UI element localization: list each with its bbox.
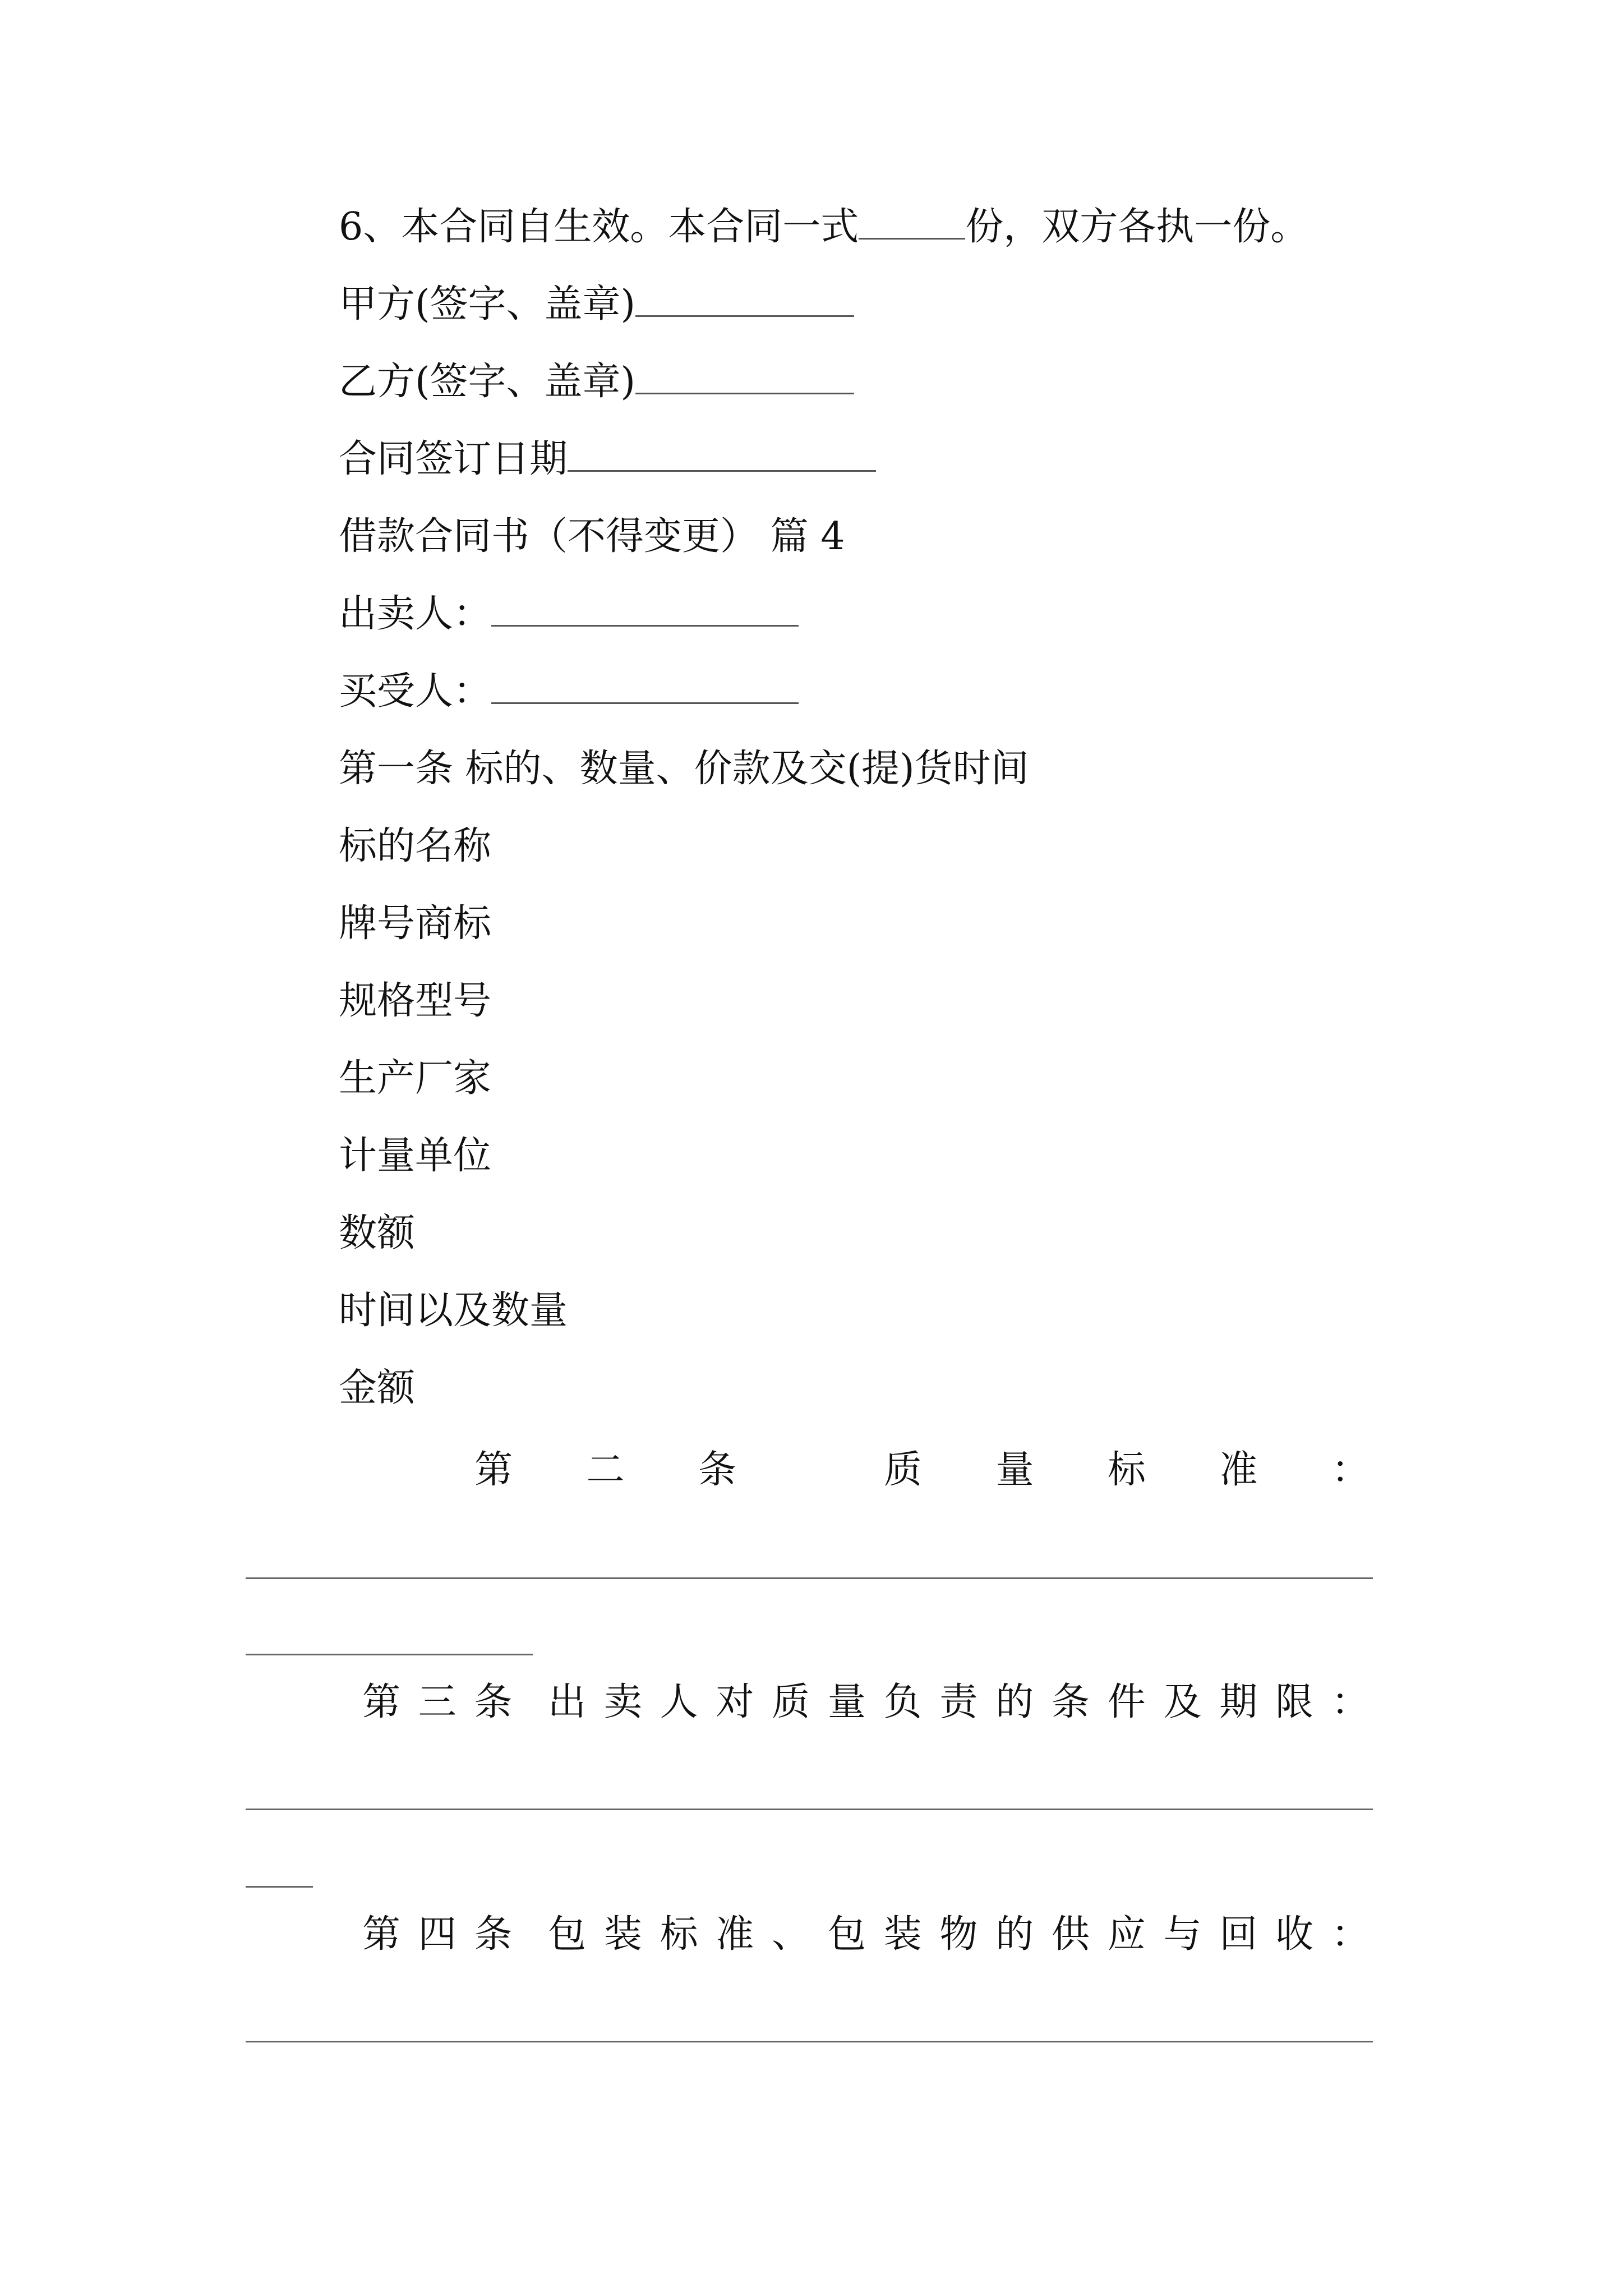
article-4-char: 应: [1107, 1912, 1146, 1957]
article-3-blank-line-end[interactable]: [246, 1886, 313, 1888]
article-2-char: 质: [883, 1448, 922, 1492]
article-3-char: 限: [1275, 1680, 1314, 1724]
sign-date-label: 合同签订日期: [339, 437, 568, 481]
sign-date-blank[interactable]: [568, 435, 876, 472]
contract-heading: 借款合同书（不得变更） 篇 4: [339, 514, 845, 559]
copies-clause-tail: 份，双方各执一份。: [965, 205, 1309, 249]
article-2-char: ：: [1331, 1448, 1370, 1492]
article-3-char: 质: [772, 1680, 810, 1724]
copies-clause-text: 6、本合同自生效。本合同一式: [339, 205, 859, 249]
item-manufacturer: 生产厂家: [339, 1056, 492, 1101]
seller-label: 出卖人：: [339, 592, 492, 636]
party-b-line: [339, 357, 854, 407]
article-3-blank-line[interactable]: [246, 1809, 1373, 1810]
party-a-blank[interactable]: [635, 280, 854, 317]
article-3-char: 卖: [603, 1680, 642, 1724]
copies-blank[interactable]: [859, 203, 965, 240]
article-4-char: 标: [660, 1912, 698, 1957]
item-money: 金额: [339, 1366, 416, 1410]
article-4-char: 准: [716, 1912, 754, 1957]
article-4-char: 第: [362, 1912, 401, 1957]
article-4-blank-line[interactable]: [246, 2041, 1373, 2042]
seller-line: [339, 589, 799, 639]
article-3-char: 三: [418, 1680, 457, 1724]
article-3-char: 期: [1219, 1680, 1258, 1724]
article-2-char: 第: [474, 1448, 513, 1492]
article-3-char: 量: [827, 1680, 866, 1724]
party-b-label: 乙方(签字、盖章): [339, 360, 636, 404]
article-3-char: 及: [1163, 1680, 1202, 1724]
seller-blank[interactable]: [491, 590, 799, 627]
article-2-char: 准: [1219, 1448, 1258, 1492]
article-3-char: 条: [1051, 1680, 1090, 1724]
article-4-char: 装: [603, 1912, 642, 1957]
article-4-char: 四: [418, 1912, 457, 1957]
article-3-char: 条: [474, 1680, 513, 1724]
article-4-char: ：: [1331, 1912, 1370, 1957]
article-3-char: 责: [939, 1680, 978, 1724]
item-brand: 牌号商标: [339, 901, 492, 946]
article-3-char: 第: [362, 1680, 401, 1724]
buyer-blank[interactable]: [491, 668, 799, 704]
article-2-char: 标: [1107, 1448, 1146, 1492]
buyer-label: 买受人：: [339, 669, 492, 714]
party-b-blank[interactable]: [635, 358, 854, 394]
article-4-char: 供: [1051, 1912, 1090, 1957]
article-3-char: 人: [660, 1680, 698, 1724]
article-3-char: 的: [995, 1680, 1034, 1724]
article-4-char: 物: [939, 1912, 978, 1957]
item-amount: 数额: [339, 1211, 416, 1255]
article-4: [362, 1910, 1370, 1960]
article-3-char: ：: [1331, 1680, 1370, 1724]
article-4-char: 回: [1219, 1912, 1258, 1957]
article-3-char: 负: [883, 1680, 922, 1724]
sign-date-line: [339, 434, 876, 485]
article-4-char: 包: [827, 1912, 866, 1957]
article-2-blank-line[interactable]: [246, 1577, 1373, 1579]
item-subject-name: 标的名称: [339, 824, 492, 868]
article-2-blank-line-end[interactable]: [246, 1654, 533, 1655]
article-3-char: 出: [548, 1680, 587, 1724]
article-3: [362, 1677, 1370, 1728]
article-3-char: 件: [1107, 1680, 1146, 1724]
article-2-char: 量: [995, 1448, 1034, 1492]
article-4-char: 装: [883, 1912, 922, 1957]
party-a-line: [339, 279, 854, 330]
item-unit: 计量单位: [339, 1134, 492, 1178]
article-4-char: 的: [995, 1912, 1034, 1957]
item-spec: 规格型号: [339, 979, 492, 1023]
article-4-char: 包: [548, 1912, 587, 1957]
item-time-quantity: 时间以及数量: [339, 1289, 568, 1333]
buyer-line: [339, 666, 799, 717]
article-3-char: 对: [716, 1680, 754, 1724]
article-2-char: 二: [586, 1448, 625, 1492]
article-4-char: 、: [772, 1912, 810, 1957]
party-a-label: 甲方(签字、盖章): [339, 282, 636, 326]
copies-clause: [339, 202, 1308, 252]
article-1: 第一条 标的、数量、价款及交(提)货时间: [339, 747, 1029, 791]
article-2-char: 条: [698, 1448, 737, 1492]
article-2: [474, 1445, 1370, 1496]
article-4-char: 条: [474, 1912, 513, 1957]
article-4-char: 收: [1275, 1912, 1314, 1957]
article-4-char: 与: [1163, 1912, 1202, 1957]
